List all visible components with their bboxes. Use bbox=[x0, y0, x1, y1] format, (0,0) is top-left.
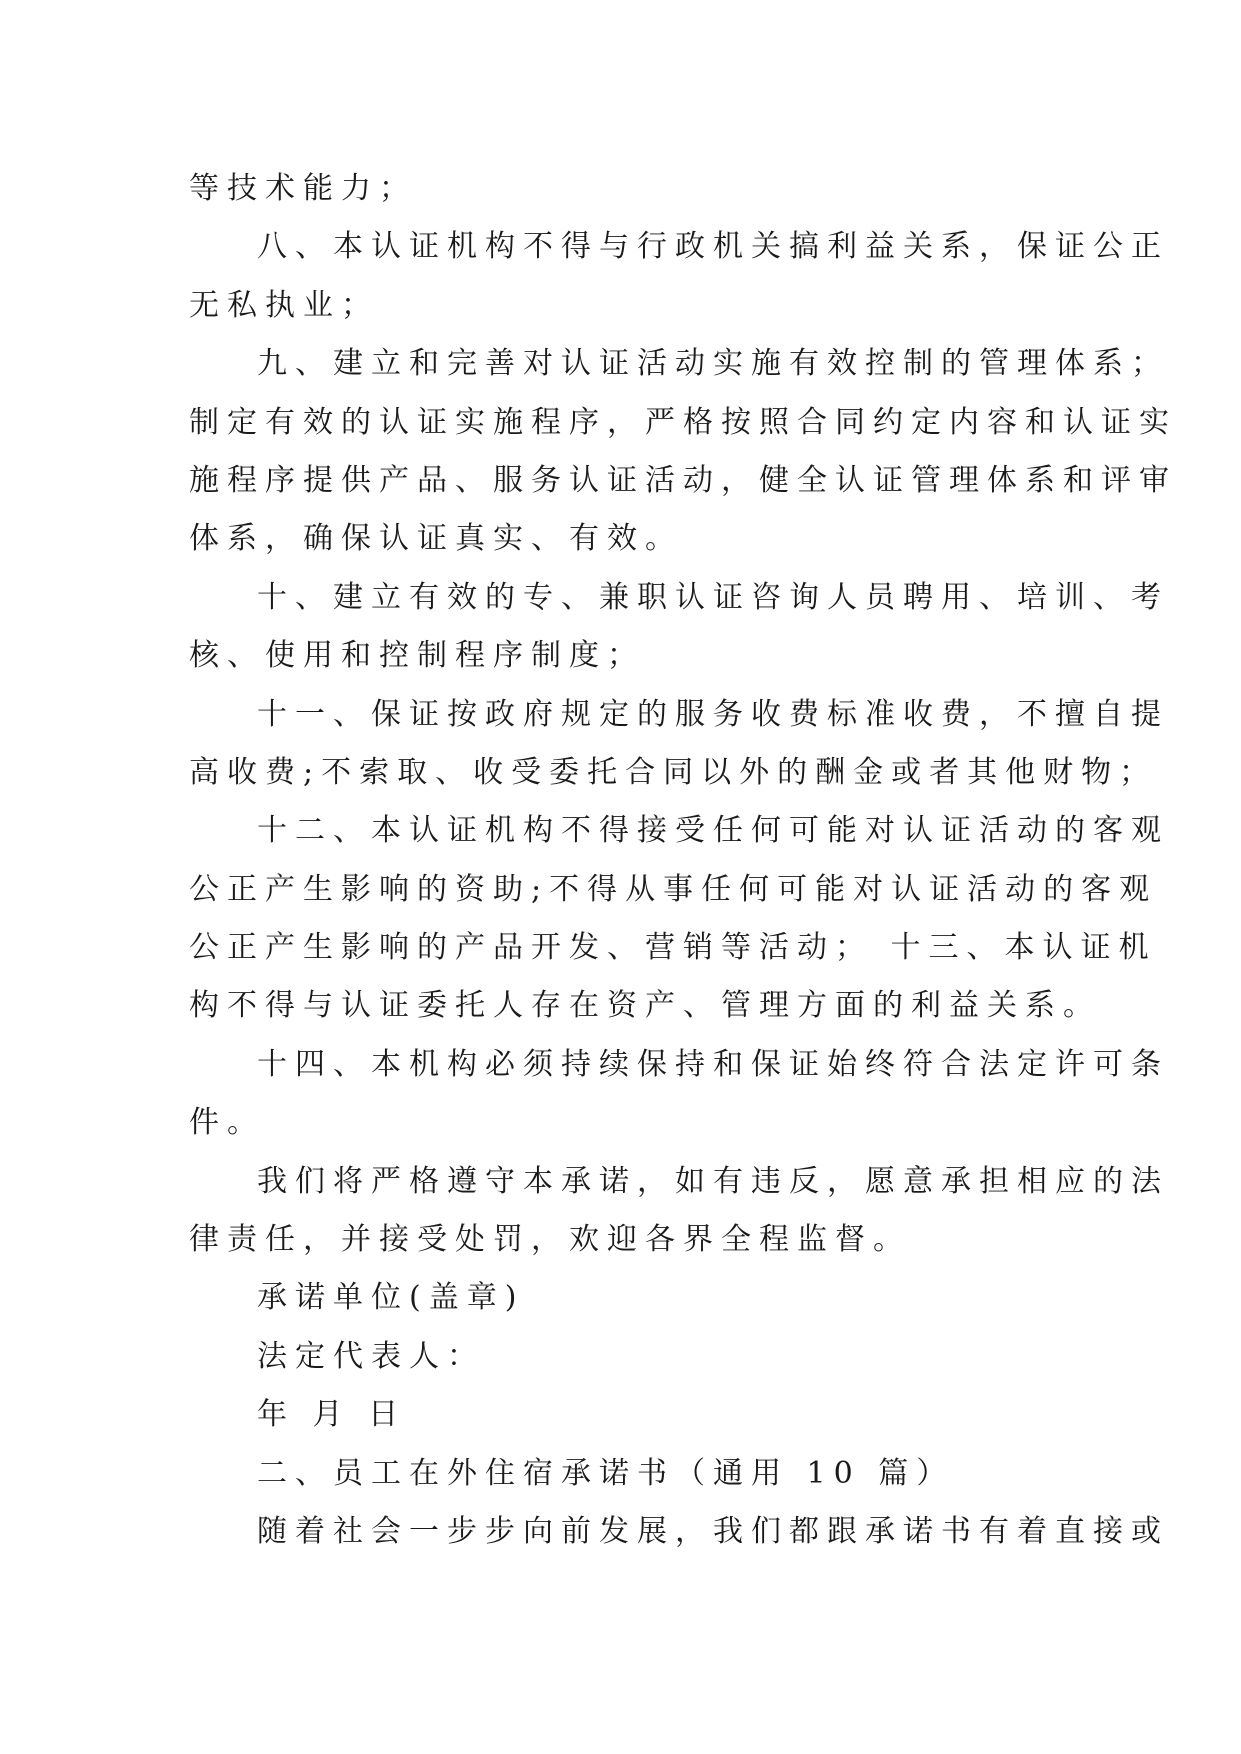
text-line: 年 月 日 bbox=[257, 1397, 407, 1433]
text-line: 无私执业； bbox=[189, 287, 379, 323]
text-line: 件。 bbox=[189, 1105, 265, 1141]
text-line: 公正产生影响的资助;不得从事任何可能对认证活动的客观 bbox=[189, 871, 1158, 907]
text-line: 八、本认证机构不得与行政机关搞利益关系，保证公正 bbox=[257, 229, 1169, 265]
document-body bbox=[189, 160, 1177, 1561]
text-line: 承诺单位(盖章) bbox=[257, 1280, 525, 1316]
text-line: 公正产生影响的产品开发、营销等活动； 十三、本认证机 bbox=[189, 930, 1157, 966]
text-line: 施程序提供产品、服务认证活动，健全认证管理体系和评审 bbox=[189, 462, 1177, 498]
text-line: 我们将严格遵守本承诺，如有违反，愿意承担相应的法 bbox=[257, 1163, 1169, 1199]
text-line: 律责任，并接受处罚，欢迎各界全程监督。 bbox=[189, 1222, 911, 1258]
text-line: 等技术能力； bbox=[189, 171, 417, 206]
text-line: 十、建立有效的专、兼职认证咨询人员聘用、培训、考 bbox=[257, 579, 1169, 615]
text-line: 高收费;不索取、收受委托合同以外的酬金或者其他财物； bbox=[189, 754, 1158, 790]
text-line: 制定有效的认证实施程序，严格按照合同约定内容和认证实 bbox=[189, 404, 1177, 440]
text-line: 十一、保证按政府规定的服务收费标准收费，不擅自提 bbox=[257, 696, 1169, 732]
text-line: 核、使用和控制程序制度； bbox=[189, 638, 645, 674]
text-line: 构不得与认证委托人存在资产、管理方面的利益关系。 bbox=[189, 988, 1101, 1024]
text-line: 二、员工在外住宿承诺书（通用 10 篇） bbox=[257, 1455, 955, 1491]
text-line: 法定代表人： bbox=[257, 1338, 485, 1374]
text-line: 十四、本机构必须持续保持和保证始终符合法定许可条 bbox=[257, 1046, 1169, 1082]
text-line: 九、建立和完善对认证活动实施有效控制的管理体系； bbox=[257, 346, 1169, 382]
text-line: 随着社会一步步向前发展，我们都跟承诺书有着直接或 bbox=[257, 1513, 1169, 1549]
text-line: 十二、本认证机构不得接受任何可能对认证活动的客观 bbox=[257, 813, 1169, 849]
text-line: 体系，确保认证真实、有效。 bbox=[189, 521, 683, 557]
